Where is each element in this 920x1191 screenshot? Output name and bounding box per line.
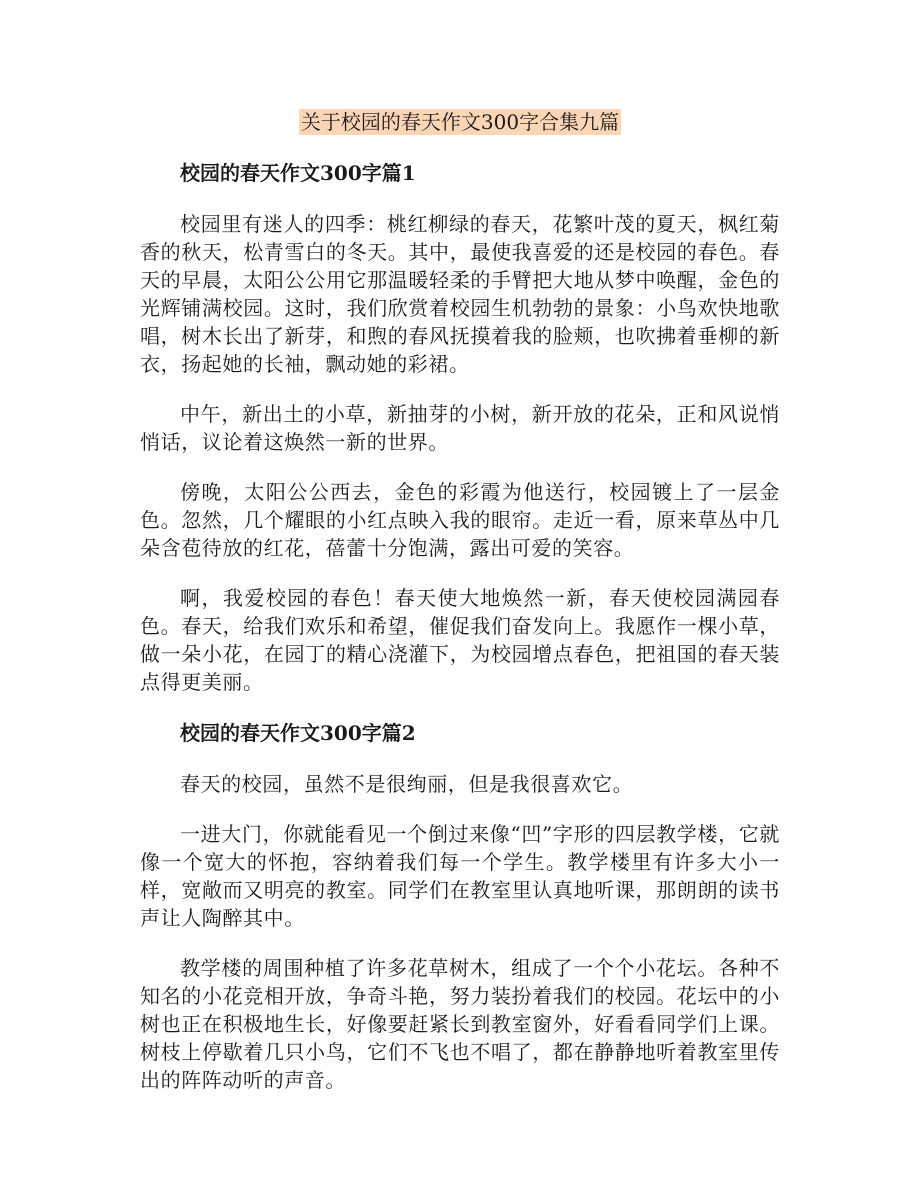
paragraph: 傍晚，太阳公公西去，金色的彩霞为他送行，校园镀上了一层金色。忽然，几个耀眼的小红点映入我的眼帘。走近一看，原来草丛中几朵含苞待放的红花，蓓蕾十分饱满，露出可爱的笑容。 <box>140 480 780 560</box>
paragraph: 中午，新出土的小草，新抽芽的小树，新开放的花朵，正和风说悄悄话，议论着这焕然一新的世界。 <box>140 402 780 454</box>
paragraph: 春天的校园，虽然不是很绚丽，但是我很喜欢它。 <box>180 772 634 796</box>
document-body <box>140 158 780 1116</box>
section-heading: 校园的春天作文300字篇1 <box>180 161 416 185</box>
paragraph: 校园里有迷人的四季：桃红柳绿的春天，花繁叶茂的夏天，枫红菊香的秋天，松青雪白的冬天。其中，最使我喜爱的还是校园的春色。春天的早晨，太阳公公用它那温暖轻柔的手臂把大地从梦中唤醒，金色的光辉铺满校园。这时，我们欣赏着校园生机勃勃的景象：小鸟欢快地歌唱，树木长出了新芽，和煦的春风抚摸着我的脸颊，也吹拂着垂柳的新衣，扬起她的长袖，飘动她的彩裙。 <box>140 212 780 376</box>
document-title-text: 关于校园的春天作文300字合集九篇 <box>300 110 620 134</box>
essay-section-1 <box>140 158 780 696</box>
document-title <box>0 108 920 136</box>
section-heading: 校园的春天作文300字篇2 <box>180 721 416 745</box>
essay-section-2 <box>140 718 780 1094</box>
paragraph: 教学楼的周围种植了许多花草树木，组成了一个个小花坛。各种不知名的小花竞相开放，争奇斗艳，努力装扮着我们的校园。花坛中的小树也正在积极地生长，好像要赶紧长到教室窗外，好看看同学们上课。树枝上停歇着几只小鸟，它们不飞也不唱了，都在静静地听着教室里传出的阵阵动听的声音。 <box>140 956 780 1092</box>
paragraph: 啊，我爱校园的春色！春天使大地焕然一新，春天使校园满园春色。春天，给我们欢乐和希望，催促我们奋发向上。我愿作一棵小草，做一朵小花，在园丁的精心浇灌下，为校园增点春色，把祖国的春天装点得更美丽。 <box>140 586 780 694</box>
paragraph: 一进大门，你就能看见一个倒过来像“凹”字形的四层教学楼，它就像一个宽大的怀抱，容纳着我们每一个学生。教学楼里有许多大小一样，宽敞而又明亮的教室。同学们在教室里认真地听课，那朗朗的读书声让人陶醉其中。 <box>140 822 780 930</box>
